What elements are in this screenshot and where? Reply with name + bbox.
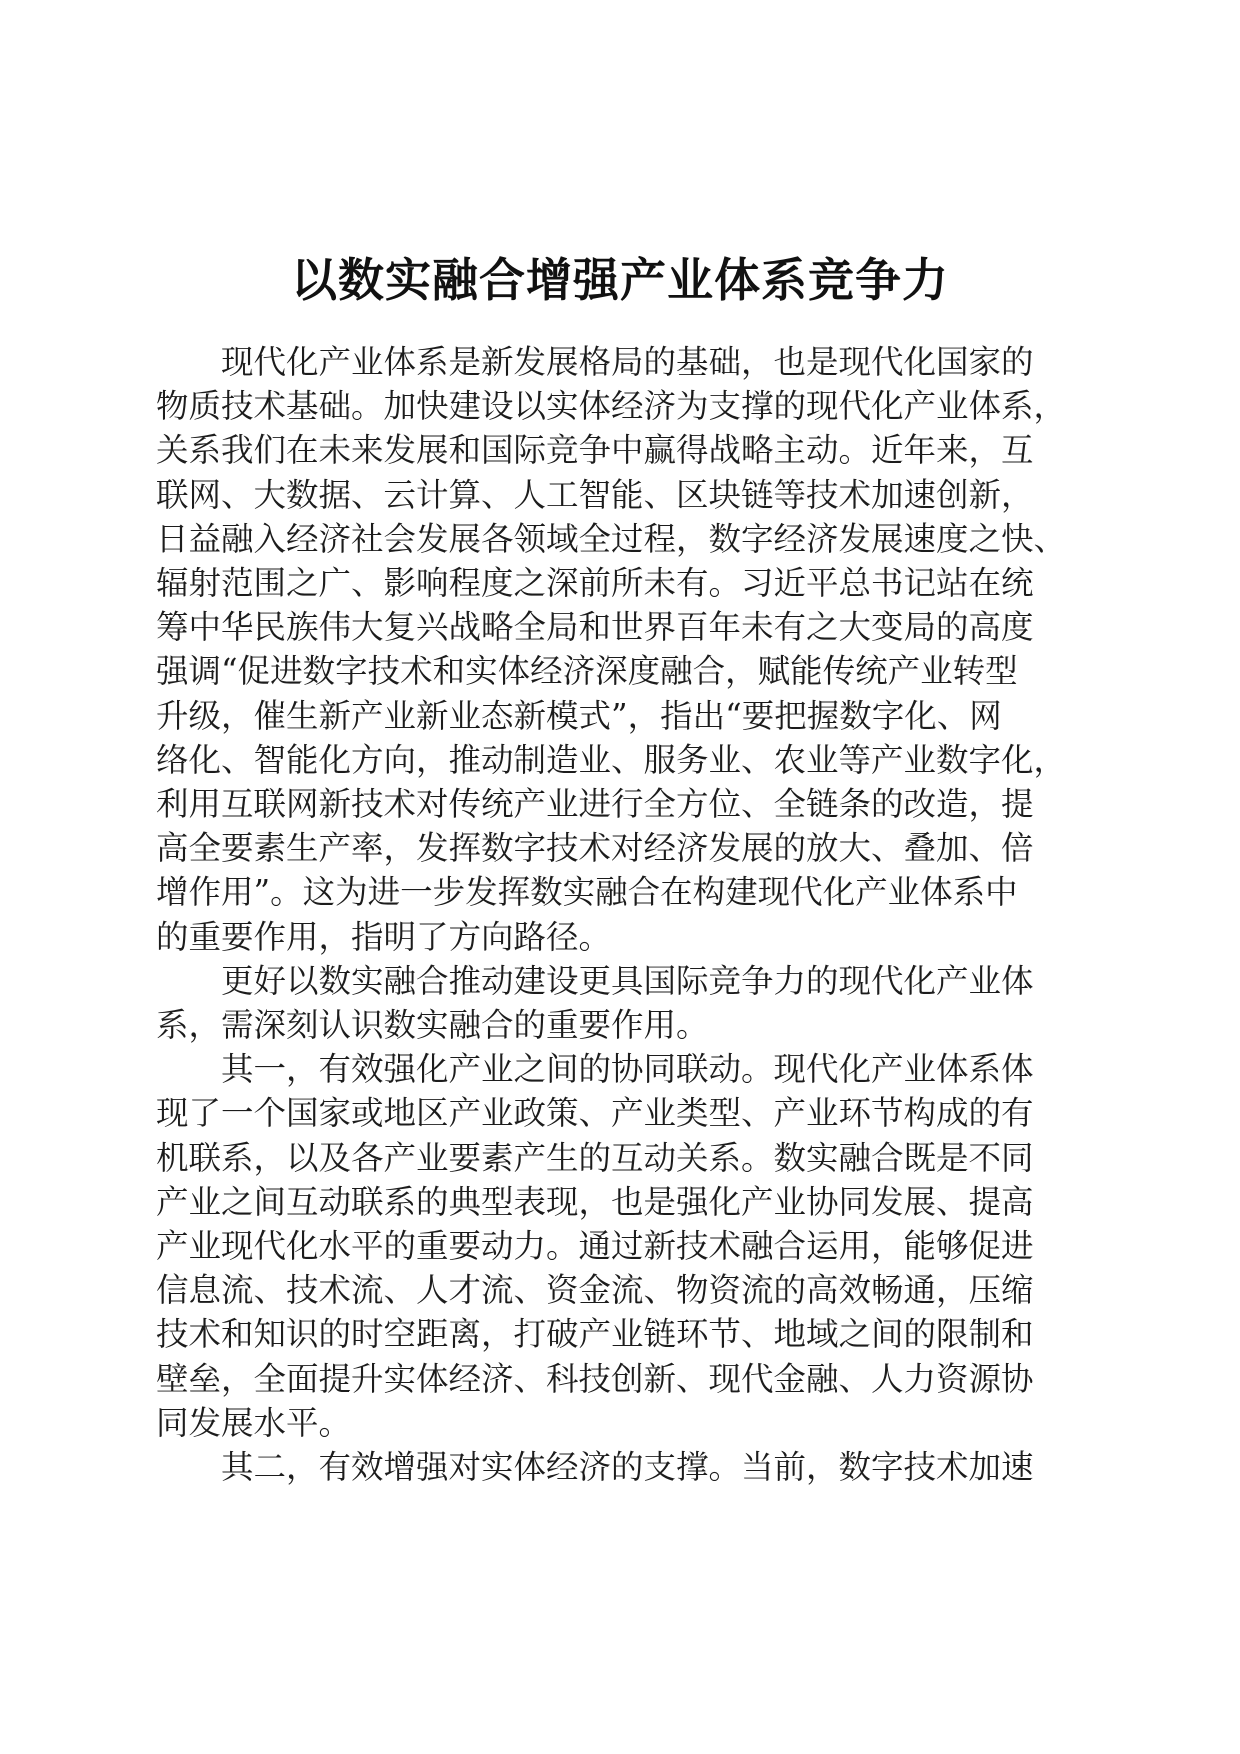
paragraph-line: 系，需深刻认识数实融合的重要作用。	[156, 1006, 709, 1044]
paragraph-first-line: 其一，有效强化产业之间的协同联动。现代化产业体系体	[221, 1050, 1034, 1088]
paragraph-first-line: 现代化产业体系是新发展格局的基础，也是现代化国家的	[221, 343, 1034, 381]
paragraph-line: 的重要作用，指明了方向路径。	[156, 918, 612, 956]
paragraph-line: 产业之间互动联系的典型表现，也是强化产业协同发展、提高	[156, 1183, 1034, 1221]
paragraph-line: 物质技术基础。加快建设以实体经济为支撑的现代化产业体系，	[156, 387, 1067, 425]
paragraph-first-line: 其二，有效增强对实体经济的支撑。当前，数字技术加速	[221, 1448, 1034, 1486]
paragraph-line: 络化、智能化方向，推动制造业、服务业、农业等产业数字化，	[156, 741, 1067, 779]
paragraph-line: 利用互联网新技术对传统产业进行全方位、全链条的改造，提	[156, 785, 1034, 823]
paragraph-line: 高全要素生产率，发挥数字技术对经济发展的放大、叠加、倍	[156, 829, 1034, 867]
paragraph-first-line: 更好以数实融合推动建设更具国际竞争力的现代化产业体	[221, 962, 1034, 1000]
paragraph-line: 联网、大数据、云计算、人工智能、区块链等技术加速创新，	[156, 476, 1034, 514]
paragraph-line: 产业现代化水平的重要动力。通过新技术融合运用，能够促进	[156, 1227, 1034, 1265]
paragraph-line: 信息流、技术流、人才流、资金流、物资流的高效畅通，压缩	[156, 1271, 1034, 1309]
paragraph-line: 筹中华民族伟大复兴战略全局和世界百年未有之大变局的高度	[156, 608, 1034, 646]
paragraph-line: 升级，催生新产业新业态新模式”，指出“要把握数字化、网	[156, 697, 1002, 735]
paragraph-line: 关系我们在未来发展和国际竞争中赢得战略主动。近年来，互	[156, 431, 1034, 469]
paragraph-line: 同发展水平。	[156, 1404, 352, 1442]
paragraph-line: 辐射范围之广、影响程度之深前所未有。习近平总书记站在统	[156, 564, 1034, 602]
paragraph-line: 强调“促进数字技术和实体经济深度融合，赋能传统产业转型	[156, 652, 1018, 690]
paragraph-line: 机联系，以及各产业要素产生的互动关系。数实融合既是不同	[156, 1139, 1034, 1177]
paragraph-line: 现了一个国家或地区产业政策、产业类型、产业环节构成的有	[156, 1094, 1034, 1132]
paragraph-line: 壁垒，全面提升实体经济、科技创新、现代金融、人力资源协	[156, 1360, 1034, 1398]
paragraph-line: 增作用”。这为进一步发挥数实融合在构建现代化产业体系中	[156, 873, 1018, 911]
document-title: 以数实融合增强产业体系竞争力	[291, 253, 949, 307]
paragraph-line: 日益融入经济社会发展各领域全过程，数字经济发展速度之快、	[156, 520, 1067, 558]
paragraph-line: 技术和知识的时空距离，打破产业链环节、地域之间的限制和	[156, 1315, 1034, 1353]
